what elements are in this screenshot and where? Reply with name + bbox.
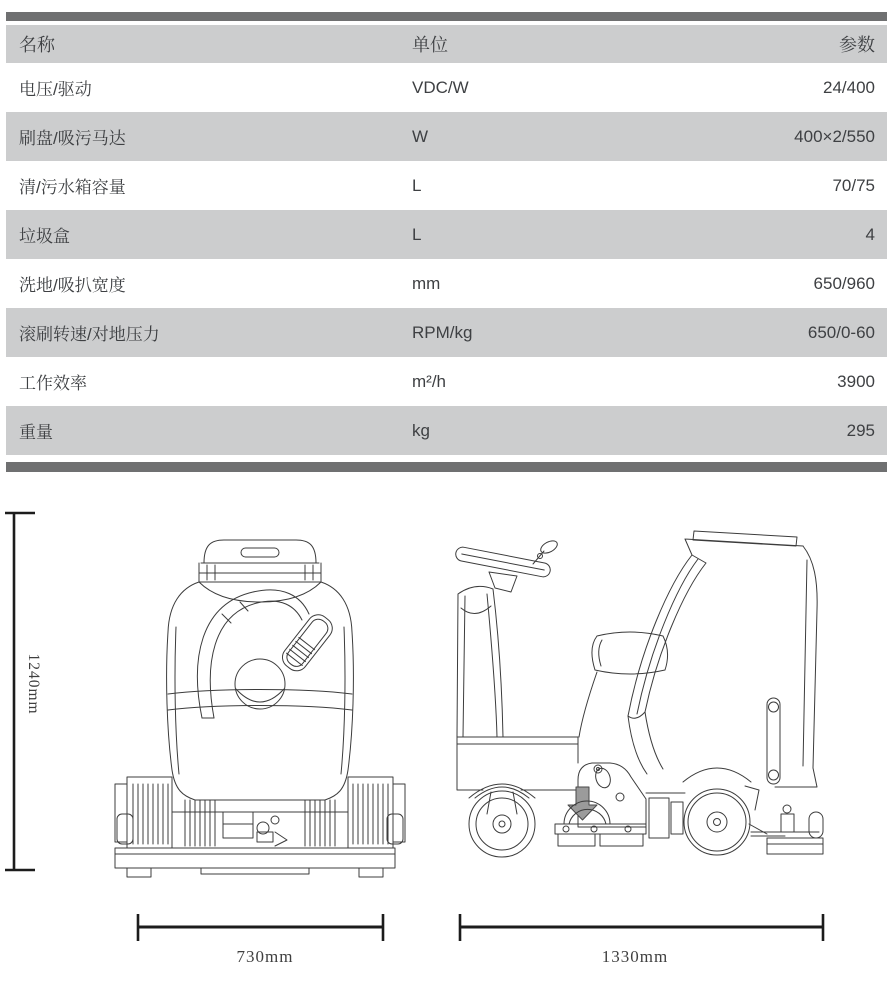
table-row	[6, 210, 887, 259]
rear-body	[775, 546, 817, 787]
squeegee-blade	[767, 838, 823, 854]
spec-unit: RPM/kg	[412, 322, 473, 342]
vacuum-hose	[197, 590, 309, 718]
spec-name: 滚刷转速/对地压力	[19, 325, 160, 344]
handle-recess	[767, 698, 780, 784]
left-brush-housing	[127, 777, 172, 848]
spec-name: 工作效率	[19, 374, 87, 393]
brush-motor	[223, 812, 253, 838]
tank-lid-side	[693, 531, 797, 546]
spec-unit: W	[412, 126, 429, 146]
spec-name: 垃圾盒	[19, 227, 70, 246]
height-dimension-label: 1240mm	[25, 653, 42, 715]
header-value: 参数	[839, 35, 875, 55]
front-caster-wheel	[469, 791, 535, 857]
table-row	[6, 161, 887, 210]
spec-unit: L	[412, 224, 422, 244]
header-name: 名称	[19, 35, 55, 55]
spec-name: 洗地/吸扒宽度	[19, 276, 126, 295]
spec-value: 24/400	[823, 77, 875, 97]
spec-value: 400×2/550	[794, 126, 875, 146]
side-view-drawing	[445, 528, 880, 908]
table-header-row	[6, 25, 887, 63]
base-plate	[115, 848, 395, 868]
body-curve	[628, 555, 706, 718]
table-row	[6, 112, 887, 161]
table-row	[6, 357, 887, 406]
spec-value: 295	[846, 420, 875, 440]
rear-drive-wheel	[684, 789, 750, 855]
rear-wheel-arch	[683, 768, 751, 782]
down-arrow-icon	[568, 787, 597, 820]
front-width-dimension	[128, 910, 408, 970]
front-width-label: 730mm	[236, 947, 294, 966]
spec-unit: kg	[412, 420, 430, 440]
table-row	[6, 63, 887, 112]
tank-lid	[204, 540, 316, 563]
hose-handle	[278, 610, 337, 675]
lid-handle-slot	[241, 548, 279, 557]
height-dimension	[2, 506, 46, 891]
side-length-label: 1330mm	[601, 947, 669, 966]
spec-unit: L	[412, 175, 422, 195]
top-divider-bar	[6, 12, 887, 21]
table-row	[6, 308, 887, 357]
squeegee-roller	[809, 812, 823, 838]
spec-value: 650/960	[813, 273, 875, 293]
table-body	[6, 63, 887, 455]
spec-name: 电压/驱动	[19, 80, 92, 99]
spec-unit: m²/h	[412, 371, 446, 391]
spec-value: 650/0-60	[807, 322, 875, 342]
spec-value: 3900	[837, 371, 875, 391]
side-length-dimension	[448, 910, 838, 970]
bottom-divider-bar	[6, 462, 887, 472]
right-brush-housing	[348, 777, 393, 848]
spec-name: 刷盘/吸污马达	[19, 129, 126, 148]
steering-wheel	[455, 546, 552, 578]
spec-name: 重量	[19, 423, 53, 442]
header-unit: 单位	[412, 35, 448, 55]
spec-name: 清/污水箱容量	[19, 178, 126, 197]
spec-unit: mm	[412, 273, 441, 293]
spec-value: 70/75	[832, 175, 875, 195]
spec-unit: VDC/W	[412, 77, 469, 97]
front-view-drawing	[105, 532, 425, 904]
spec-table	[6, 25, 887, 455]
table-row	[6, 259, 887, 308]
table-row	[6, 406, 887, 455]
spec-value: 4	[865, 224, 875, 244]
